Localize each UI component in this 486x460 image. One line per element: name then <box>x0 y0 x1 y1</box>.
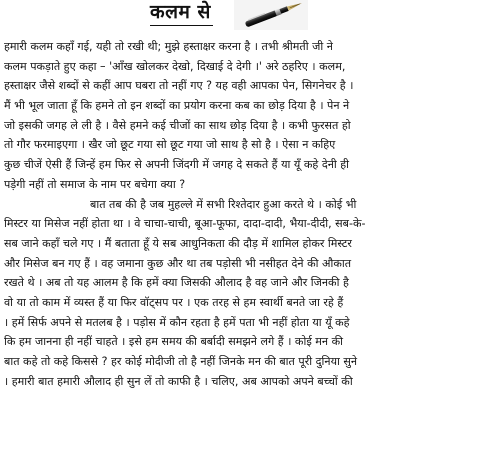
text-line: और मिसेज बन गए हैं । वह जमाना कुछ और था तब पड़ोसी भी नसीहत देने की औकात <box>4 256 352 270</box>
text-line: कि हम जानना ही नहीं चाहते । इसे हम समय की बर्बादी समझने लगे हैं । कोई मन की <box>4 335 344 349</box>
text-line: । हमें सिर्फ अपने से मतलब है । पड़ोस में कौन रहता है हमें पता भी नहीं होता या यूँ कहे <box>4 315 350 329</box>
paragraph <box>4 37 484 195</box>
text-line: बात कहे तो कहे किससे ? हर कोई मोदीजी तो है नहीं जिनके मन की बात पूरी दुनिया सुने <box>4 355 358 368</box>
paragraph <box>4 195 484 392</box>
article-body <box>4 37 484 391</box>
text-line: बात तब की है जब मुहल्ले में सभी रिश्तेदार हुआ करते थे । कोई भी <box>90 197 357 211</box>
text-line: वो या तो काम में व्यस्त हैं या फिर वॉट्सप पर । एक तरह से हम स्वार्थी बनते जा रहे हैं <box>4 295 344 309</box>
text-line: पड़ेगी नहीं तो समाज के नाम पर बचेगा क्या ? <box>4 177 186 191</box>
title-block <box>150 0 350 36</box>
text-line: कलम पकड़ाते हुए कहा – 'आँख खोलकर देखो, दिखाई दे देगी ।' अरे ठहरिए । कलम, <box>4 59 346 73</box>
text-line: हमारी कलम कहाँ गई, यही तो रखी थी; मुझे हस्ताक्षर करना है । तभी श्रीमती जी ने <box>4 40 333 53</box>
text-line: तो गौर फरमाइएगा । खैर जो छूट गया सो छूट गया जो साथ है सो है । ऐसा न कहिए <box>4 138 336 152</box>
page-title: कलम से <box>150 0 213 26</box>
text-line: जो इसकी जगह ले ली है । वैसे हमने कई चीजों का साथ छोड़ दिया है । कभी फुरसत हो <box>4 118 351 132</box>
text-line: मिस्टर या मिसेज नहीं होता था । वे चाचा-चाची, बूआ-फूफा, दादा-दादी, भैया-दीदी, सब-के- <box>4 217 366 231</box>
text-line: । हमारी बात हमारी औलाद ही सुन लें तो काफी है । चलिए, अब आपको अपने बच्चों की <box>4 374 353 388</box>
text-line: रखते थे । अब तो यह आलम है कि हमें क्या जिसकी औलाद है वह जाने और जिनकी है <box>4 276 349 290</box>
text-line: सब जाने कहाँ चले गए । मैं बताता हूँ ये सब आधुनिकता की दौड़ में शामिल होकर मिस्टर <box>4 236 352 250</box>
text-line: मैं भी भूल जाता हूँ कि हमने तो इन शब्दों का प्रयोग करना कब का छोड़ दिया है । पेन ने <box>4 99 350 113</box>
fountain-pen-icon <box>234 0 308 30</box>
text-line: हस्ताक्षर जैसे शब्दों से कहीं आप घबरा तो नहीं गए ? यह वही आपका पेन, सिगनेचर है । <box>4 79 354 93</box>
text-line: कुछ चीजें ऐसी हैं जिन्हें हम फिर से अपनी जिंदगी में जगह दे सकते हैं या यूँ कहे देनी ही <box>4 158 350 172</box>
